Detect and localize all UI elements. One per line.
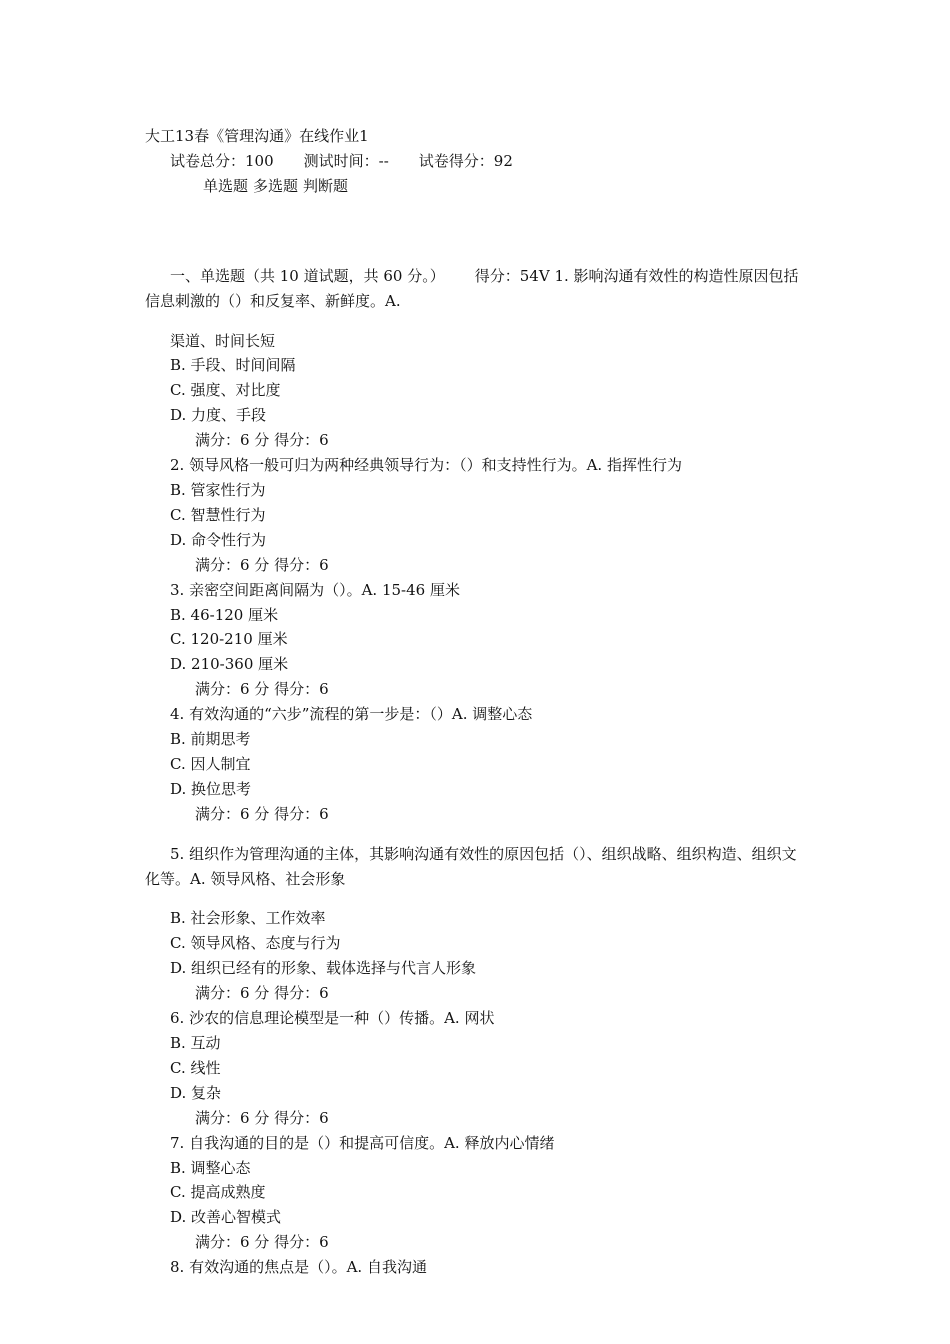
question-stem: 影响沟通有效性的构造性原因包括信息刺激的（）和反复率、新鲜度。A. (145, 266, 799, 310)
exam-summary (145, 149, 810, 174)
section-link-judge[interactable]: 判断题 (303, 176, 349, 195)
option: B. 社会形象、工作效率 (170, 909, 326, 928)
option: C. 领导风格、态度与行为 (170, 934, 341, 953)
option: B. 手段、时间间隔 (170, 356, 296, 375)
option: B. 前期思考 (170, 730, 251, 749)
option: D. 改善心智模式 (170, 1208, 282, 1227)
score-line: 满分：6 分 得分：6 (195, 804, 329, 823)
question-stem: 2. 领导风格一般可归为两种经典领导行为：（）和支持性行为。A. 指挥性行为 (170, 456, 682, 475)
option: 渠道、时间长短 (170, 331, 276, 350)
score-line: 满分：6 分 得分：6 (195, 984, 329, 1003)
section-link-multiple[interactable]: 多选题 (253, 176, 299, 195)
section-link-single[interactable]: 单选题 (203, 176, 249, 195)
section-score: 得分：54V 1. (474, 266, 569, 285)
question-stem: 3. 亲密空间距离间隔为（）。A. 15-46 厘米 (170, 580, 460, 599)
question-stem: 6. 沙农的信息理论模型是一种（）传播。A. 网状 (170, 1009, 495, 1028)
option: C. 强度、对比度 (170, 381, 281, 400)
page-title: 大工13春《管理沟通》在线作业1 (145, 127, 369, 145)
score-line: 满分：6 分 得分：6 (195, 680, 329, 699)
score-line: 满分：6 分 得分：6 (195, 1108, 329, 1127)
score-line: 满分：6 分 得分：6 (195, 431, 329, 450)
section-links (145, 174, 810, 199)
option: D. 换位思考 (170, 779, 252, 798)
document-content (145, 124, 810, 1280)
score-line: 满分：6 分 得分：6 (195, 555, 329, 574)
question-stem: 5. 组织作为管理沟通的主体，其影响沟通有效性的原因包括（）、组织战略、组织构造、组织文化等。A. 领导风格、社会形象 (145, 844, 797, 888)
option: D. 命令性行为 (170, 530, 267, 549)
score-line: 满分：6 分 得分：6 (195, 1233, 329, 1252)
score-obtained: 试卷得分：92 (418, 151, 513, 170)
option: C. 120-210 厘米 (170, 630, 288, 649)
option: C. 智慧性行为 (170, 505, 266, 524)
option: D. 复杂 (170, 1083, 222, 1102)
option: C. 线性 (170, 1058, 221, 1077)
option: D. 组织已经有的形象、载体选择与代言人形象 (170, 959, 477, 978)
option: C. 因人制宜 (170, 754, 251, 773)
section-intro (145, 264, 810, 314)
option: D. 210-360 厘米 (170, 655, 289, 674)
option: B. 调整心态 (170, 1158, 251, 1177)
option: B. 互动 (170, 1034, 221, 1052)
question-stem: 4. 有效沟通的“六步”流程的第一步是：（）A. 调整心态 (170, 705, 533, 724)
option: B. 46-120 厘米 (170, 605, 279, 624)
option: D. 力度、手段 (170, 406, 267, 425)
section-intro-text: 一、单选题（共 10 道试题，共 60 分。） (170, 266, 445, 285)
spacer (145, 199, 810, 249)
test-time: 测试时间：-- (303, 151, 389, 170)
option: B. 管家性行为 (170, 480, 266, 499)
question-stem: 8. 有效沟通的焦点是（）。A. 自我沟通 (170, 1258, 427, 1277)
option: C. 提高成熟度 (170, 1183, 266, 1202)
question-stem: 7. 自我沟通的目的是（）和提高可信度。A. 释放内心情绪 (170, 1133, 555, 1152)
total-score: 试卷总分：100 (170, 151, 274, 170)
